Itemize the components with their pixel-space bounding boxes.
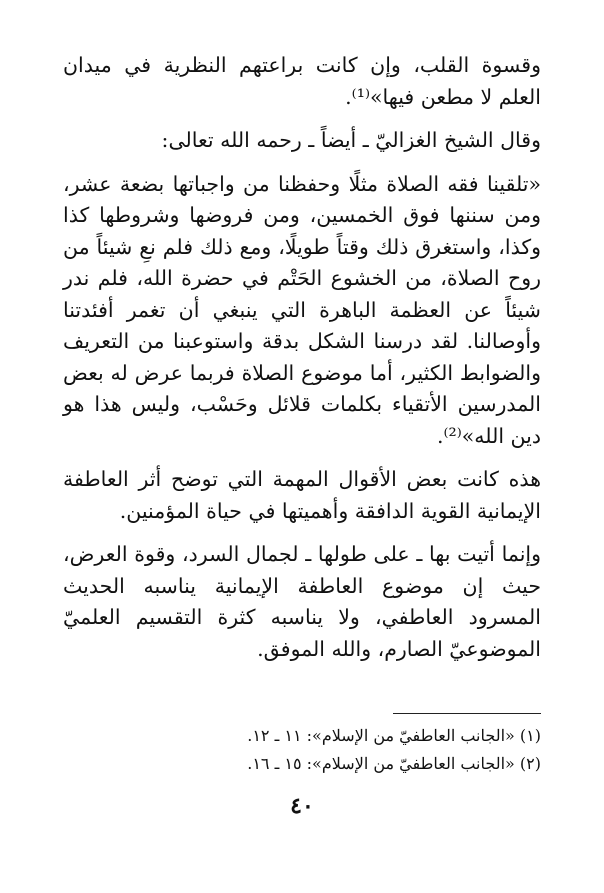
footnote-2: (٢) «الجانب العاطفيّ من الإسلام»: ١٥ ـ ١٦. (247, 754, 541, 773)
paragraph-summary: هذه كانت بعض الأقوال المهمة التي توضح أثر العاطفة الإيمانية القوية الدافقة وأهميتها في حياة المؤمنين. (63, 467, 541, 523)
paragraph-continuation: وقسوة القلب، وإن كانت براعتهم النظرية في ميدان العلم لا مطعن فيها»⁽¹⁾. (63, 53, 541, 109)
paragraph-gap (63, 527, 541, 539)
paragraph-gap (63, 452, 541, 464)
footnote-divider (393, 713, 541, 714)
footnotes (63, 722, 541, 778)
paragraph-quote-intro: وقال الشيخ الغزاليّ ـ أيضاً ـ رحمه الله تعالى: (161, 128, 541, 152)
page-number: ٤٠ (290, 793, 314, 819)
paragraph-quote: «تلقينا فقه الصلاة مثلًا وحفظنا من واجباتها بضعة عشر، ومن سننها فوق الخمسين، ومن فروضها وشروطها كذا وكذا، واستغرق ذلك وقتاً طويلًا، ومع ذلك فلم نعِ شيئاً من روح الصلاة، من الخشوع الحَتْم في حضرة الله، فلم ندر شيئاً عن العظمة الباهرة التي ينبغي أن تغمر أفئدتنا وأوصالنا. لقد درسنا الشكل بدقة واستوعبنا من التعريف والضوابط الكثير، أما موضوع الصلاة فربما عرض له بعض المدرسين الأتقياء بكلمات قلائل وحَسْب، وليس هذا هو دين الله»⁽²⁾. (63, 171, 541, 448)
paragraph-gap (63, 157, 541, 169)
paragraph-conclusion: وإنما أتيت بها ـ على طولها ـ لجمال السرد، وقوة العرض، حيث إن موضوع العاطفة الإيمانية يناسبه الحديث المسرود العاطفي، ولا يناسبه كثرة التقسيم العلميّ الموضوعيّ الصارم، والله الموفق. (63, 542, 541, 661)
footnote-1: (١) «الجانب العاطفيّ من الإسلام»: ١١ ـ ١٢. (247, 726, 541, 745)
paragraph-gap (63, 113, 541, 125)
main-text (63, 50, 541, 665)
